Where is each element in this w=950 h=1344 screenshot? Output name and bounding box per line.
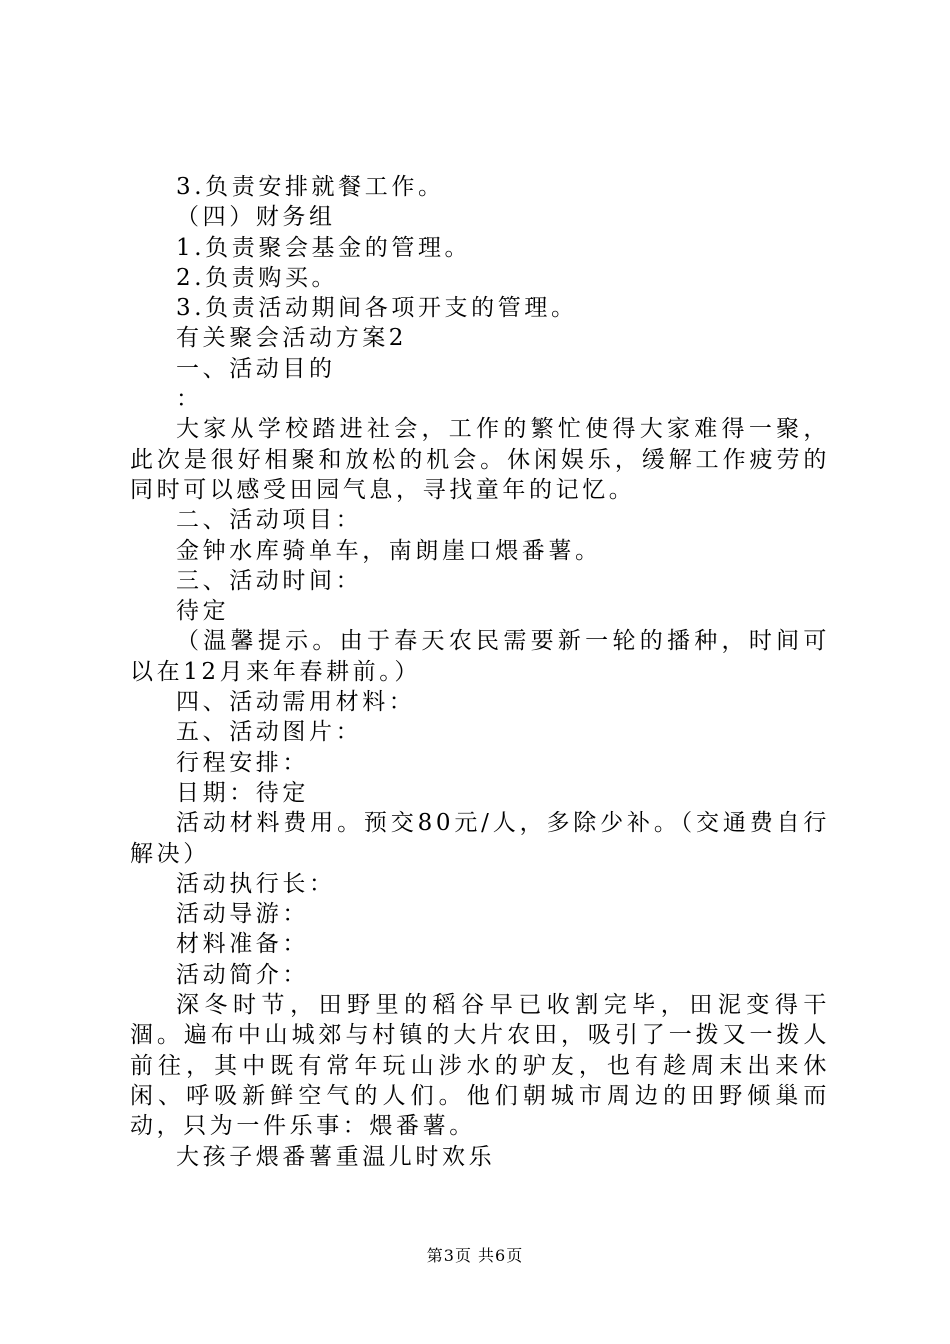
section-heading: 三、活动时间： [176, 567, 363, 594]
paragraph-line: ： [176, 386, 203, 413]
section-heading: 一、活动目的 [176, 355, 336, 382]
paragraph-line: 待定 [176, 598, 230, 625]
paragraph-line: 3.负责安排就餐工作。 [176, 174, 445, 200]
paragraph: 活动材料费用。预交80元/人，多除少补。（交通费自行解决） [130, 810, 830, 867]
section-heading: 四、活动需用材料： [176, 689, 416, 716]
page-number: 第3页 共6页 [426, 1246, 524, 1265]
document-body [130, 172, 830, 1172]
paragraph-line: 金钟水库骑单车，南朗崖口煨番薯。 [176, 537, 602, 564]
paragraph-line: 3.负责活动期间各项开支的管理。 [176, 295, 578, 322]
paragraph-line: 活动执行长： [176, 870, 336, 897]
paragraph-line: 活动导游： [176, 901, 309, 928]
paragraph-line: 活动简介： [176, 961, 309, 988]
paragraph-line: 材料准备： [176, 931, 309, 958]
paragraph: 大家从学校踏进社会，工作的繁忙使得大家难得一聚，此次是很好相聚和放松的机会。休闲娱乐，缓解工作疲劳的同时可以感受田园气息，寻找童年的记忆。 [130, 416, 830, 503]
paragraph-line: 行程安排： [176, 749, 309, 776]
section-heading: （四）财务组 [176, 204, 336, 231]
paragraph: 深冬时节，田野里的稻谷早已收割完毕，田泥变得干涸。遍布中山城郊与村镇的大片农田，吸引了一拨又一拨人前往，其中既有常年玩山涉水的驴友，也有趁周末出来休闲、呼吸新鲜空气的人们。他们朝城市周边的田野倾巢而动，只为一件乐事：煨番薯。 [130, 992, 830, 1140]
section-heading: 二、活动项目： [176, 507, 363, 534]
paragraph-line: 大孩子煨番薯重温儿时欢乐 [176, 1143, 496, 1170]
document-title: 有关聚会活动方案2 [176, 325, 408, 352]
paragraph-line: 2.负责购买。 [176, 264, 339, 291]
section-heading: 五、活动图片： [176, 719, 363, 746]
paragraph-line: 日期：待定 [176, 779, 309, 806]
paragraph-line: 1.负责聚会基金的管理。 [176, 234, 472, 261]
paragraph: （温馨提示。由于春天农民需要新一轮的播种，时间可以在12月来年春耕前。） [130, 628, 830, 685]
